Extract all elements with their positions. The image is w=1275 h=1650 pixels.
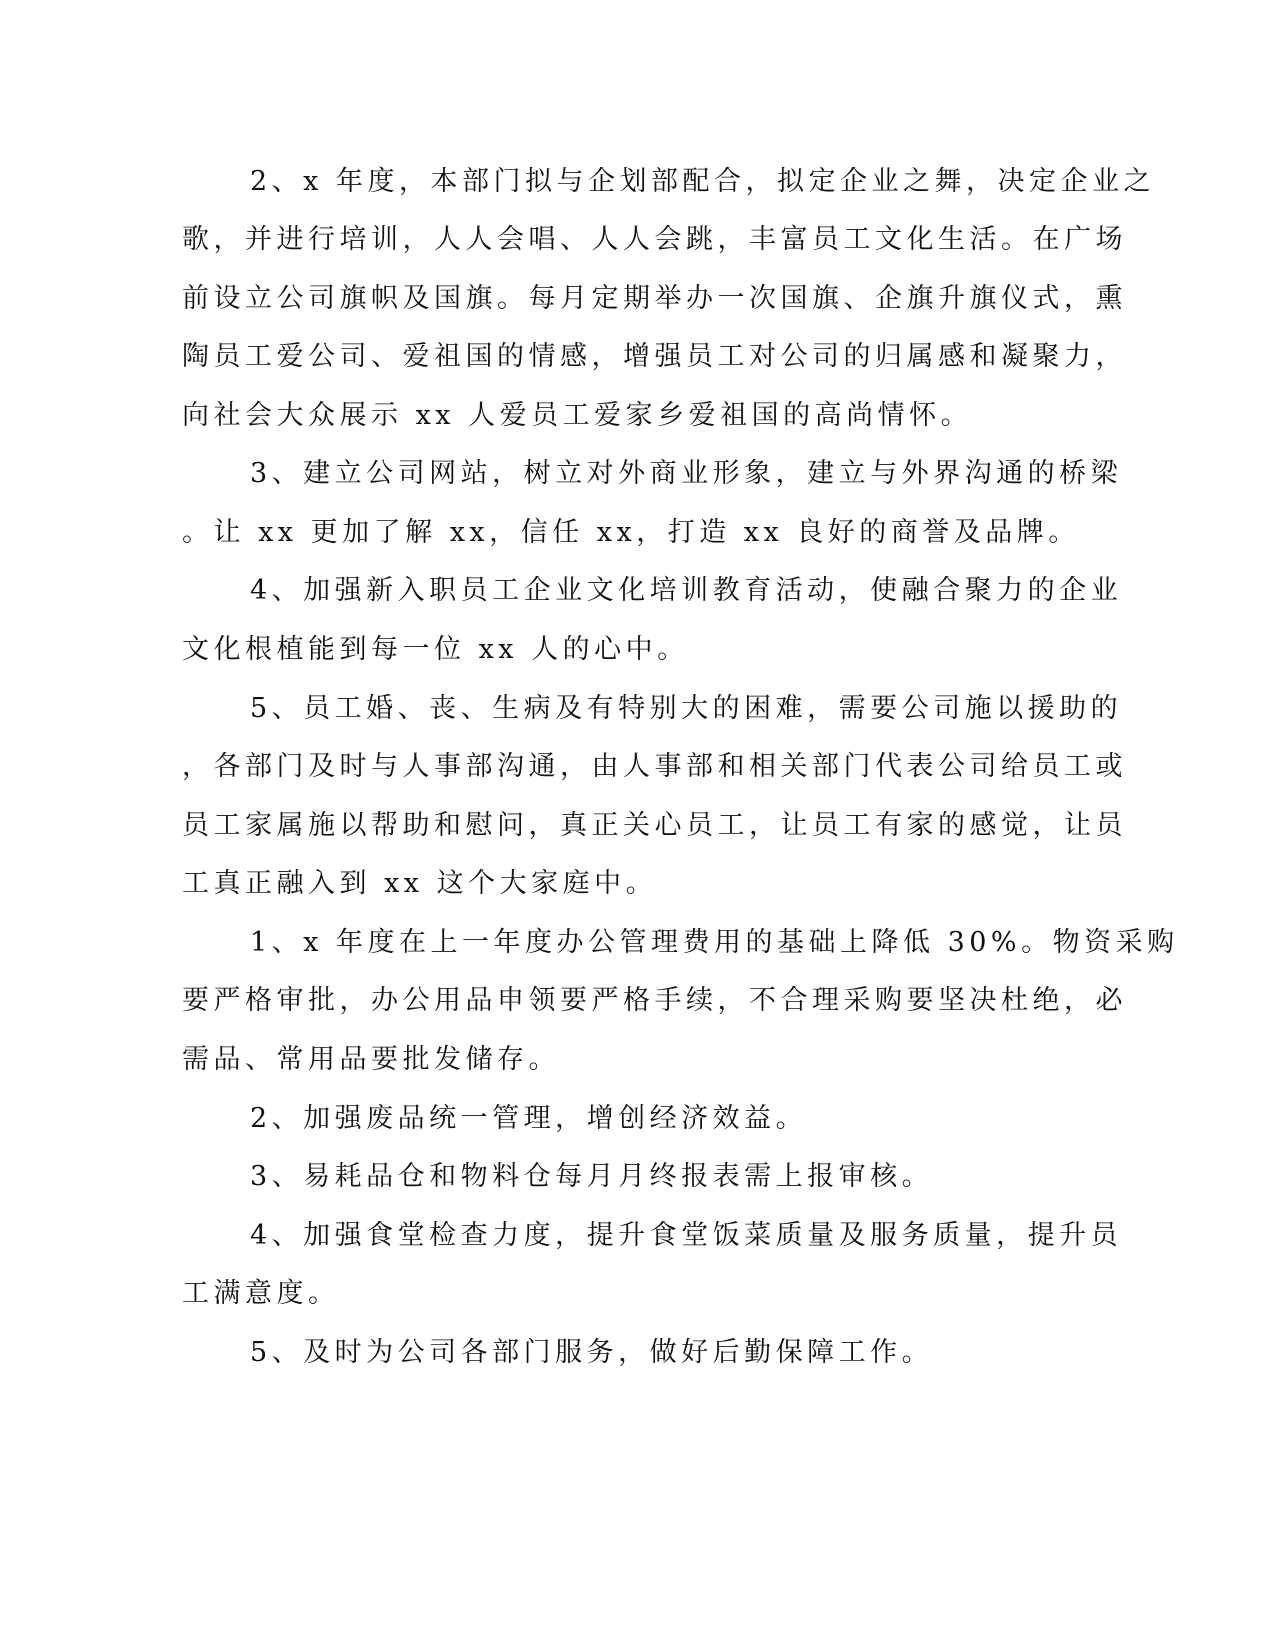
text-line: 。让 xx 更加了解 xx，信任 xx，打造 xx 良好的商誉及品牌。 bbox=[182, 517, 1080, 548]
text-line: 2、x 年度，本部门拟与企划部配合，拟定企业之舞，决定企业之 bbox=[250, 166, 1155, 197]
text-line: 4、加强新入职员工企业文化培训教育活动，使融合聚力的企业 bbox=[250, 575, 1123, 606]
text-line: 文化根植能到每一位 xx 人的心中。 bbox=[182, 634, 689, 665]
text-line: 2、加强废品统一管理，增创经济效益。 bbox=[250, 1103, 808, 1134]
text-line: 1、x 年度在上一年度办公管理费用的基础上降低 30%。物资采购 bbox=[250, 927, 1179, 958]
text-line: 工真正融入到 xx 这个大家庭中。 bbox=[182, 868, 658, 899]
text-line: 3、建立公司网站，树立对外商业形象，建立与外界沟通的桥梁 bbox=[250, 458, 1123, 489]
text-line: 5、及时为公司各部门服务，做好后勤保障工作。 bbox=[250, 1337, 934, 1368]
text-line: 3、易耗品仓和物料仓每月月终报表需上报审核。 bbox=[250, 1161, 934, 1192]
text-line: 陶员工爱公司、爱祖国的情感，增强员工对公司的归属感和凝聚力， bbox=[182, 341, 1127, 372]
text-line: 向社会大众展示 xx 人爱员工爱家乡爱祖国的高尚情怀。 bbox=[182, 400, 973, 431]
text-line: 前设立公司旗帜及国旗。每月定期举办一次国旗、企旗升旗仪式，熏 bbox=[182, 283, 1127, 314]
text-line: 4、加强食堂检查力度，提升食堂饭菜质量及服务质量，提升员 bbox=[250, 1220, 1123, 1251]
text-line: 需品、常用品要批发储存。 bbox=[182, 1044, 560, 1075]
text-line: 工满意度。 bbox=[182, 1278, 340, 1309]
text-line: 5、员工婚、丧、生病及有特别大的困难，需要公司施以援助的 bbox=[250, 693, 1123, 724]
text-line: 歌，并进行培训，人人会唱、人人会跳，丰富员工文化生活。在广场 bbox=[182, 224, 1127, 255]
text-line: 员工家属施以帮助和慰问，真正关心员工，让员工有家的感觉，让员 bbox=[182, 810, 1127, 841]
text-line: ，各部门及时与人事部沟通，由人事部和相关部门代表公司给员工或 bbox=[182, 751, 1127, 782]
text-line: 要严格审批，办公用品申领要严格手续，不合理采购要坚决杜绝，必 bbox=[182, 985, 1127, 1016]
